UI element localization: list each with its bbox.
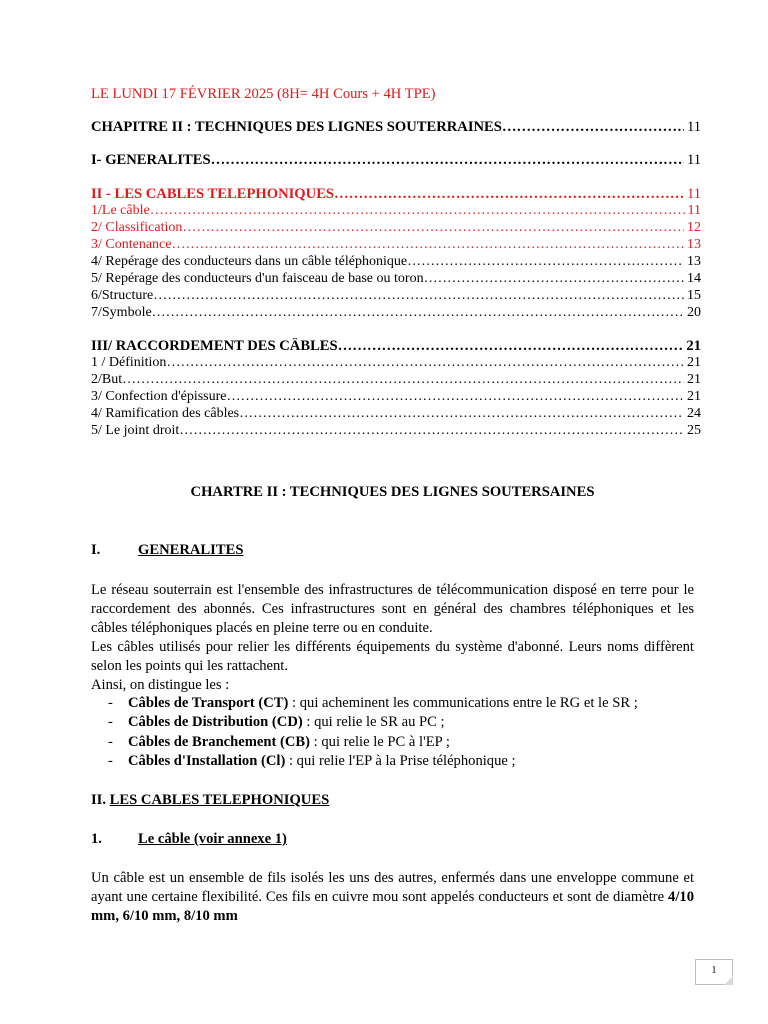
toc-page: 21 xyxy=(687,355,701,370)
section-number: II. xyxy=(91,792,107,808)
toc-leader xyxy=(227,389,685,405)
date-line: LE LUNDI 17 FÉVRIER 2025 (8H= 4H Cours + 4H TPE) xyxy=(91,86,436,102)
list-item-text: : qui relie le PC à l'EP ; xyxy=(310,734,450,750)
toc-page: 11 xyxy=(686,119,701,135)
section-heading-generalites xyxy=(91,542,243,559)
toc-label: 2/But xyxy=(91,372,123,387)
toc-item[interactable] xyxy=(91,237,701,254)
toc-item[interactable] xyxy=(91,406,701,423)
toc-leader xyxy=(122,372,684,388)
toc-raccordement[interactable] xyxy=(91,338,701,355)
list-item-text: : qui relie le SR au PC ; xyxy=(302,714,445,730)
paragraph xyxy=(91,869,694,926)
paragraph-bold: 4/10 mm, 6/10 mm, 8/10 mm xyxy=(91,889,694,924)
section-title: Le câble (voir annexe 1) xyxy=(138,831,287,847)
paragraph: Les câbles utilisés pour relier les différents équipements du système d'abonné. Leurs noms diffèrent selon les points qui les rattachent. xyxy=(91,639,694,674)
toc-leader xyxy=(211,152,684,169)
toc-label: 1 / Définition xyxy=(91,355,167,370)
toc-leader xyxy=(334,186,684,203)
toc-generalites[interactable] xyxy=(91,152,701,169)
list-item-bold: Câbles de Branchement (CB) xyxy=(128,734,311,750)
toc-page: 15 xyxy=(687,288,701,303)
toc-item[interactable] xyxy=(91,423,701,440)
toc-page: 11 xyxy=(686,186,701,202)
toc-item[interactable] xyxy=(91,372,701,389)
toc-page: 21 xyxy=(687,372,701,387)
toc-page: 21 xyxy=(687,389,701,404)
toc-leader xyxy=(153,288,684,304)
bullet-marker: - xyxy=(108,695,113,711)
toc-label: II - LES CABLES TELEPHONIQUES xyxy=(91,186,335,202)
section-number: 1. xyxy=(91,831,102,847)
toc-page: 13 xyxy=(687,254,701,269)
toc-page: 24 xyxy=(687,406,701,421)
toc-chapter[interactable] xyxy=(91,119,701,136)
toc-label: 3/ Confection d'épissure xyxy=(91,389,227,404)
toc-leader xyxy=(182,220,684,236)
toc-item[interactable] xyxy=(91,203,701,220)
section-heading-cables xyxy=(91,792,329,809)
toc-label: 6/Structure xyxy=(91,288,154,303)
toc-label: 1/Le câble xyxy=(91,203,150,218)
toc-label: 2/ Classification xyxy=(91,220,183,235)
paragraph-text: Un câble est un ensemble de fils isolés les uns des autres, enfermés dans une enveloppe commune et ayant une certaine flexibilité. Ces fils en cuivre mou sont appelés conducteurs et sont de diamètre xyxy=(91,870,694,905)
toc-page: 20 xyxy=(687,305,701,320)
toc-leader xyxy=(424,271,684,287)
section-title: LES CABLES TELEPHONIQUES xyxy=(109,792,330,808)
toc-page: 14 xyxy=(687,271,701,286)
toc-label: III/ RACCORDEMENT DES CÂBLES xyxy=(91,338,338,354)
list-item xyxy=(91,714,445,731)
list-item xyxy=(91,753,516,770)
toc-leader xyxy=(407,254,684,270)
page-number: 1 xyxy=(695,959,733,985)
list-item-bold: Câbles de Transport (CT) xyxy=(128,695,289,711)
toc-label: 3/ Contenance xyxy=(91,237,172,252)
list-item-text: : qui relie l'EP à la Prise téléphonique ; xyxy=(285,753,516,769)
toc-item[interactable] xyxy=(91,288,701,305)
toc-label: 5/ Repérage des conducteurs d'un faisceau de base ou toron xyxy=(91,271,424,286)
bullet-marker: - xyxy=(108,753,113,769)
list-item xyxy=(91,734,450,751)
toc-page: 12 xyxy=(687,220,701,235)
toc-item[interactable] xyxy=(91,254,701,271)
toc-leader xyxy=(150,203,685,219)
list-item-text: : qui acheminent les communications entre le RG et le SR ; xyxy=(288,695,638,711)
toc-leader xyxy=(179,423,684,439)
toc-leader xyxy=(338,338,684,355)
toc-item[interactable] xyxy=(91,355,701,372)
toc-page: 13 xyxy=(687,237,701,252)
toc-leader xyxy=(502,119,684,136)
toc-item[interactable] xyxy=(91,305,701,322)
toc-leader xyxy=(152,305,684,321)
section-title: GENERALITES xyxy=(138,542,244,558)
toc-leader xyxy=(166,355,684,371)
toc-label: 4/ Ramification des câbles xyxy=(91,406,240,421)
toc-cables[interactable] xyxy=(91,186,701,203)
toc-item[interactable] xyxy=(91,220,701,237)
paragraph: Le réseau souterrain est l'ensemble des infrastructures de télécommunication disposé en terre pour le raccordement des abonnés. Ces infrastructures sont en général des chambres téléphoniques et les câbles téléphoniques placés en pleine terre ou en conduite. xyxy=(91,582,694,636)
bullet-marker: - xyxy=(108,714,113,730)
list-item xyxy=(91,695,638,712)
toc-leader xyxy=(239,406,684,422)
section-number: I. xyxy=(91,542,101,558)
bullet-marker: - xyxy=(108,734,113,750)
toc-label: CHAPITRE II : TECHNIQUES DES LIGNES SOUTERRAINES xyxy=(91,119,502,135)
toc-item[interactable] xyxy=(91,389,701,406)
toc-label: 4/ Repérage des conducteurs dans un câble téléphonique xyxy=(91,254,408,269)
list-item-bold: Câbles de Distribution (CD) xyxy=(128,714,303,730)
subsection-heading-cable xyxy=(91,831,287,848)
toc-label: 5/ Le joint droit xyxy=(91,423,180,438)
main-title: CHARTRE II : TECHNIQUES DES LIGNES SOUTERSAINES xyxy=(190,484,595,500)
toc-item[interactable] xyxy=(91,271,701,288)
list-item-bold: Câbles d'Installation (Cl) xyxy=(128,753,286,769)
paragraph: Ainsi, on distingue les : xyxy=(91,677,230,693)
toc-page: 21 xyxy=(686,338,701,354)
toc-page: 11 xyxy=(687,203,701,218)
toc-leader xyxy=(171,237,684,253)
toc-label: I- GENERALITES xyxy=(91,152,211,168)
toc-label: 7/Symbole xyxy=(91,305,152,320)
toc-page: 25 xyxy=(687,423,701,438)
toc-page: 11 xyxy=(686,152,701,168)
